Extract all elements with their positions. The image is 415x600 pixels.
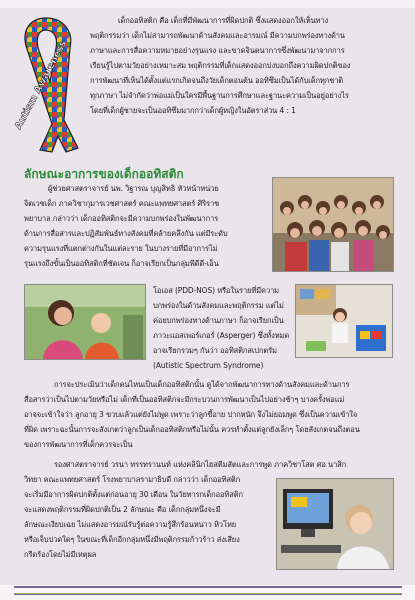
- page-top-edge: [0, 0, 415, 8]
- para3-line: อาจจะเข้าใจว่า ลูกอายุ 3 ขวบแล้วแต่ยังไม่พูด เพราะว่าลูกขี้อาย ปากหนัก จึงไม่ยอมพูด ซึ่งเป็นความเข้าใจ: [24, 410, 358, 419]
- children-group-photo: [272, 177, 394, 272]
- para2-line: ความรุนแรงที่แตกต่างกันในแต่ละราย ในบางรายที่มีอาการไม่: [24, 244, 218, 253]
- intro-line: พฤติกรรมว่า เด็กไม่สามารถพัฒนาด้านสังคมและอารมณ์ มีความบกพร่องทางด้าน: [90, 31, 345, 40]
- child-computer-photo: [276, 478, 394, 570]
- para2-line: รุนแรงถึงขั้นเป็นออทิสติกที่ชัดเจน ก็อาจเรียกเป็นกลุ่มพีดีดี-เอ็น: [24, 259, 219, 268]
- footer-rule-thin: [14, 594, 402, 595]
- intro-line: โดยที่เด็กผู้ชายจะเป็นออทิซึมมากกว่าเด็กผู้หญิงในอัตราส่วน 4 : 1: [90, 106, 296, 115]
- para4-line: จะเริ่มมีอาการผิดปกติตั้งแต่ก่อนอายุ 30 เดือน ในวัยทารกเด็กออทิสติก: [24, 490, 243, 499]
- intro-line: เด็กออทิสติก คือ เด็กที่มีพัฒนาการที่ผิดปกติ ซึ่งแสดงออกให้เห็นทาง: [118, 16, 329, 25]
- para3-line: การจะประเมินว่าเด็กคนไหนเป็นเด็กออทิสติกนั้น ดูได้จากพัฒนาการทางด้านสังคมและด้านการ: [54, 380, 350, 389]
- para2-line: จิตเวชเด็ก ภาควิชากุมารเวชศาสตร์ คณะแพทยศาสตร์ ศิริราช: [24, 199, 220, 208]
- intro-line: การพัฒนาที่เห็นได้ตั้งแต่แรกเกิดจนถึงวัยเด็กตอนต้น ออทิซึมเป็นได้กับเด็กทุกชาติ: [90, 76, 344, 85]
- para4-line: กรีดร้องโดยไม่มีเหตุผล: [24, 550, 97, 559]
- para3-line: สื่อสารว่าเป็นไปตามวัยหรือไม่ เด็กที่เป็นออทิสติกจะมีกระบวนการพัฒนาเป็นไปอย่างช้าๆ บางครั้งพ่อแม่: [24, 395, 345, 404]
- para4-line: หรือเจ็บปวดใดๆ ในขณะที่เด็กอีกกลุ่มหนึ่งมีพฤติกรรมก้าวร้าว ส่งเสียง: [24, 535, 240, 544]
- para4-line: ลักษณะเงียบเฉย ไม่แสดงอารมณ์รับรู้ต่อความรู้สึกร้อนหนาว หิวโหย: [24, 520, 237, 529]
- para2-right-line: โอเอส (PDD-NOS) หรือในรายที่มีความ: [153, 286, 280, 295]
- intro-line: ทุกภาษา ไม่จำกัดว่าพ่อแม่เป็นใครมีพื้นฐานการศึกษาและฐานะความเป็นอยู่อย่างไร: [90, 91, 349, 100]
- child-toys-photo: [295, 284, 393, 358]
- intro-line: เรียนรู้ไปตามวัยอย่างเหมาะสม พฤติกรรมที่เด็กแสดงออกบ่งบอกถึงความผิดปกติของ: [90, 61, 351, 70]
- para2-right-line: (Autistic Spectrum Syndrome): [153, 361, 264, 370]
- intro-line: ภาษาและการสื่อความหมายอย่างรุนแรง และขาดจินตนาการซึ่งพัฒนามาจากการ: [90, 46, 345, 55]
- para2-line: ด้านการสื่อสารและปฏิสัมพันธ์ทางสังคมที่คล้ายคลึงกัน แต่มีระดับ: [24, 229, 228, 238]
- para2-line: ผู้ช่วยศาสตราจารย์ นพ. วิฐารณ บุญสิทธิ หัวหน้าหน่วย: [48, 184, 219, 193]
- section-heading: ลักษณะอาการของเด็กออทิสติก: [24, 167, 184, 181]
- autism-ribbon-logo: [12, 12, 80, 154]
- para2-right-line: ค่อยบกพร่องทางด้านภาษา ก็อาจเรียกเป็น: [153, 316, 284, 325]
- para2-line: พยาบาล กล่าวว่า เด็กออทิสติกจะมีความบกพร่องในพัฒนาการ: [24, 214, 219, 223]
- para4-line: รองศาสตราจารย์ วรนา ทรรทรานนท์ แห่งคลินิกไฮสตีมสัตและการพูด ภาควิชาโสต ศอ นาสิก: [54, 460, 347, 469]
- para3-line: ที่ผิด เพราะฉะนั้นการจะสังเกตว่าลูกเป็นเด็กออทิสติกหรือไม่นั้น ควรทำตั้งแต่ลูกยังเล็กๆ โดยสังเกตจนถึงตอน: [24, 425, 360, 434]
- para2-right-line: ภาวะแอสเพอร์เกอร์ (Asperger) ซึ่งทั้งหมด: [153, 331, 290, 340]
- para4-line: จะแสดงพฤติกรรมที่ผิดปกติเป็น 2 ลักษณะ คือ เด็กกลุ่มหนึ่งจะมี: [24, 505, 221, 514]
- para2-right-line: บกพร่องในด้านสังคมและพฤติกรรม แต่ไม่: [153, 301, 284, 310]
- para4-line: วิทยา คณะแพทยศาสตร์ โรงพยาบาลรามาธิบดี กล่าวว่า เด็กออทิสติก: [24, 475, 241, 484]
- para3-line: ของการพัฒนาการที่เด็กควรจะเป็น: [24, 440, 133, 449]
- mother-child-photo: [24, 284, 146, 360]
- para2-right-line: อาจเรียกรวมๆ กันว่า ออทิสติกสเปกตรัม: [153, 346, 277, 355]
- ribbon-text: Autism Awareness: [12, 38, 70, 132]
- footer-rule: [14, 586, 402, 594]
